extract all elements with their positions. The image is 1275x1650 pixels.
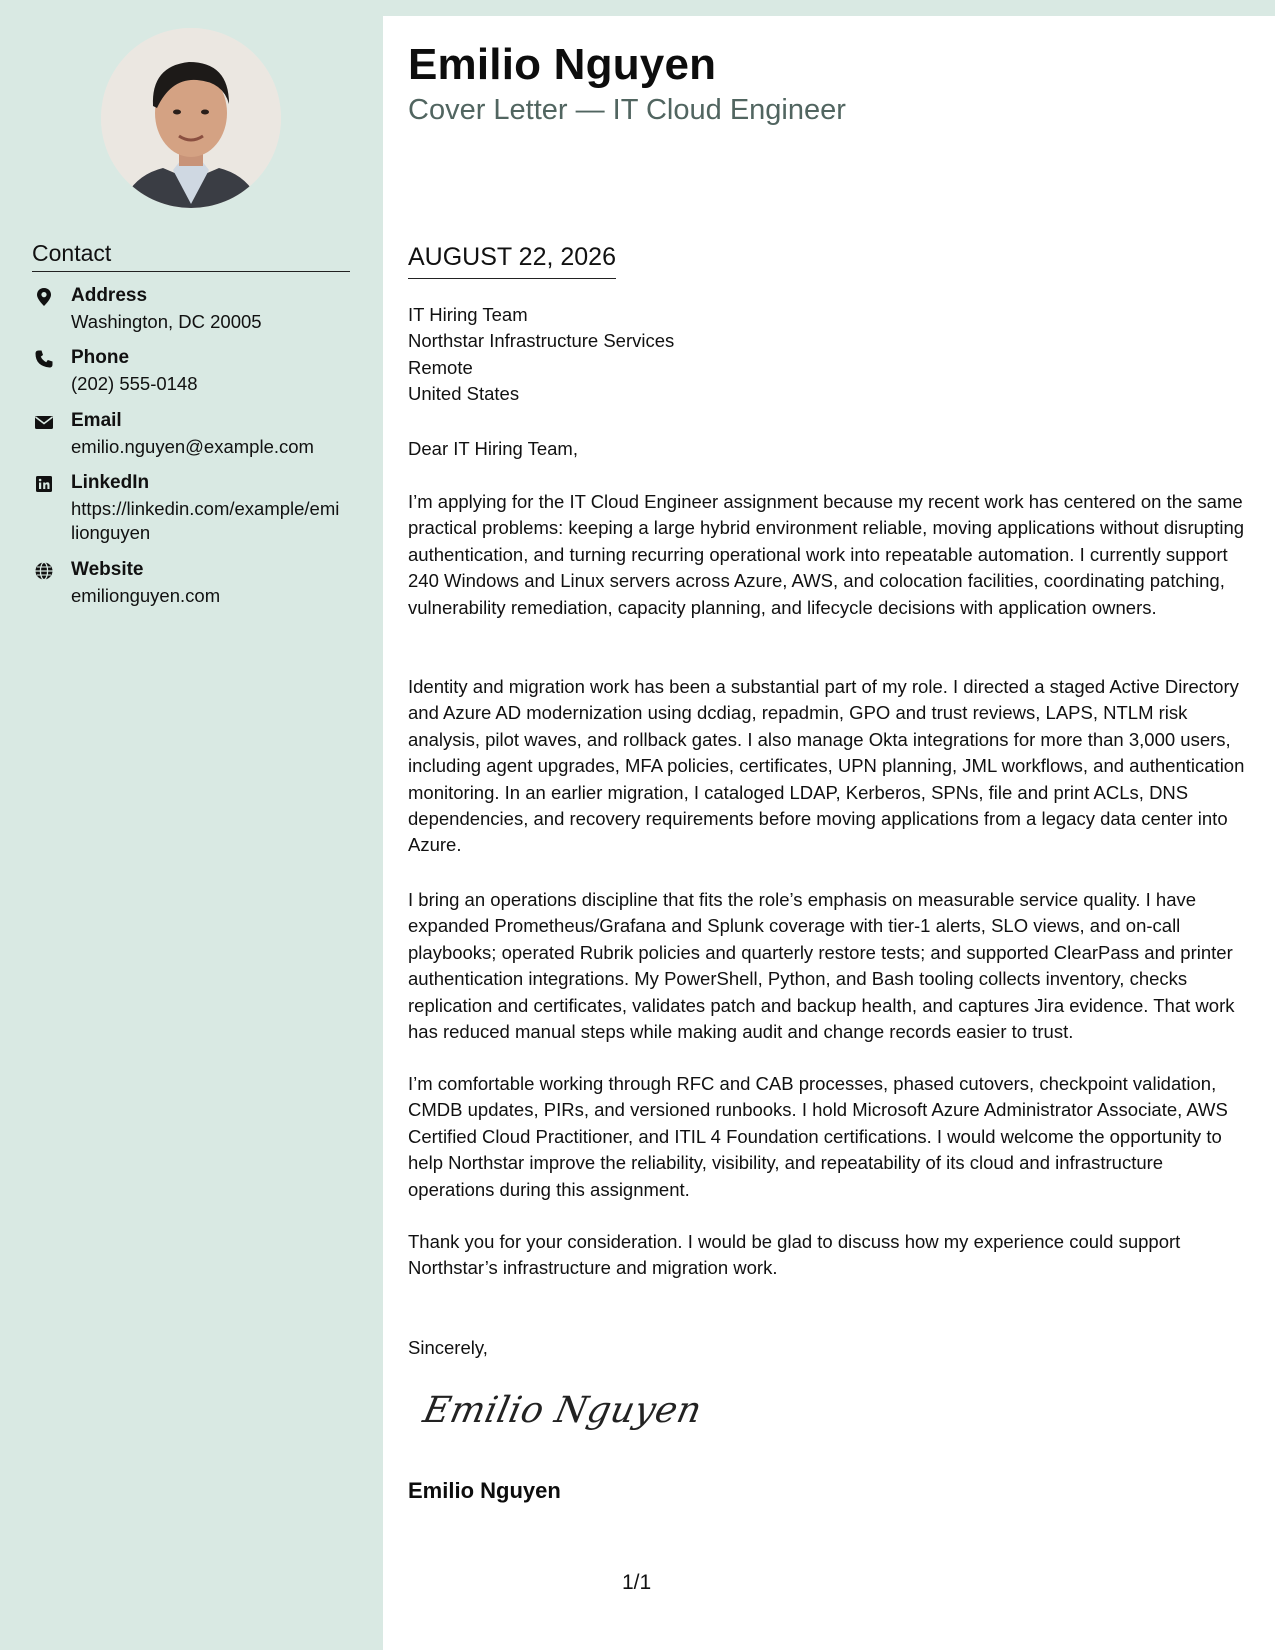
salutation: Dear IT Hiring Team, bbox=[408, 438, 578, 459]
contact-value: (202) 555-0148 bbox=[71, 373, 198, 394]
recipient-line: United States bbox=[408, 383, 520, 405]
linkedin-icon bbox=[34, 474, 54, 494]
body-paragraph: Identity and migration work has been a substantial part of my role. I directed a staged Active Directory and Azure AD modernization using dcdiag, repadmin, GPO and trust reviews, LAPS, NTLM risk analysis, pilot waves, and rollback gates. I also manage Okta integrations for more than 3,000 users, including agent upgrades, MFA policies, certificates, UPN planning, JML workflows, and authentication monitoring. In an earlier migration, I cataloged LDAP, Kerberos, SPNs, file and print ACLs, DNS dependencies, and recovery requirements before moving applications from a legacy data center into Azure. bbox=[408, 676, 1245, 856]
applicant-name: Emilio Nguyen bbox=[408, 40, 717, 89]
closing: Sincerely, bbox=[408, 1337, 488, 1358]
contact-value: emilio.nguyen@example.com bbox=[71, 436, 314, 457]
profile-photo bbox=[101, 28, 281, 208]
contact-label: LinkedIn bbox=[71, 472, 150, 493]
contact-label: Address bbox=[71, 285, 148, 306]
contact-heading: Contact bbox=[32, 240, 350, 272]
location-pin-icon bbox=[34, 287, 54, 307]
recipient-line: Northstar Infrastructure Services bbox=[408, 330, 675, 352]
phone-icon bbox=[34, 349, 54, 369]
globe-icon bbox=[34, 561, 54, 581]
body-paragraph: I’m comfortable working through RFC and CAB processes, phased cutovers, checkpoint validation, CMDB updates, PIRs, and versioned runbooks. I hold Microsoft Azure Administrator Associate, AWS Certified Cloud Practitioner, and ITIL 4 Foundation certifications. I would welcome the opportunity to help Northstar improve the reliability, visibility, and repeatability of its cloud and infrastructure operations during this assignment. bbox=[408, 1073, 1228, 1200]
body-paragraph: Thank you for your consideration. I would be glad to discuss how my experience could support Northstar’s infrastructure and migration work. bbox=[408, 1231, 1181, 1279]
document-subtitle: Cover Letter — IT Cloud Engineer bbox=[408, 94, 846, 126]
contact-value[interactable]: emilionguyen.com bbox=[71, 585, 221, 606]
letter-date: AUGUST 22, 2026 bbox=[408, 243, 616, 279]
contact-value: Washington, DC 20005 bbox=[71, 311, 262, 332]
contact-label: Website bbox=[71, 559, 144, 580]
contact-value[interactable]: https://linkedin.com/example/emilionguyen bbox=[71, 498, 340, 543]
handwritten-signature: Emilio Nguyen bbox=[419, 1390, 706, 1431]
page-number: 1/1 bbox=[622, 1571, 652, 1594]
recipient-line: IT Hiring Team bbox=[408, 304, 528, 325]
envelope-icon bbox=[34, 412, 54, 432]
recipient-address bbox=[408, 302, 674, 408]
signer-name: Emilio Nguyen bbox=[408, 1478, 561, 1503]
recipient-line: Remote bbox=[408, 356, 473, 378]
contact-label: Phone bbox=[71, 347, 130, 368]
sidebar bbox=[0, 0, 383, 1650]
body-paragraph: I bring an operations discipline that fits the role’s emphasis on measurable service quality. I have expanded Prometheus/Grafana and Splunk coverage with tier-1 alerts, SLO views, and on-call playbooks; operated Rubrik policies and quarterly restore tests; and supported ClearPass and printer authentication integrations. My PowerShell, Python, and Bash tooling collects inventory, checks replication and certificates, validates patch and backup health, and captures Jira evidence. That work has reduced manual steps while making audit and change records easier to trust. bbox=[408, 889, 1235, 1043]
contact-label: Email bbox=[71, 410, 122, 431]
body-paragraph: I’m applying for the IT Cloud Engineer assignment because my recent work has centered on the same practical problems: keeping a large hybrid environment reliable, moving applications without disrupting authentication, and turning recurring operational work into repeatable automation. I currently support 240 Windows and Linux servers across Azure, AWS, and colocation facilities, coordinating patching, vulnerability remediation, capacity planning, and lifecycle decisions with application owners. bbox=[408, 491, 1245, 618]
